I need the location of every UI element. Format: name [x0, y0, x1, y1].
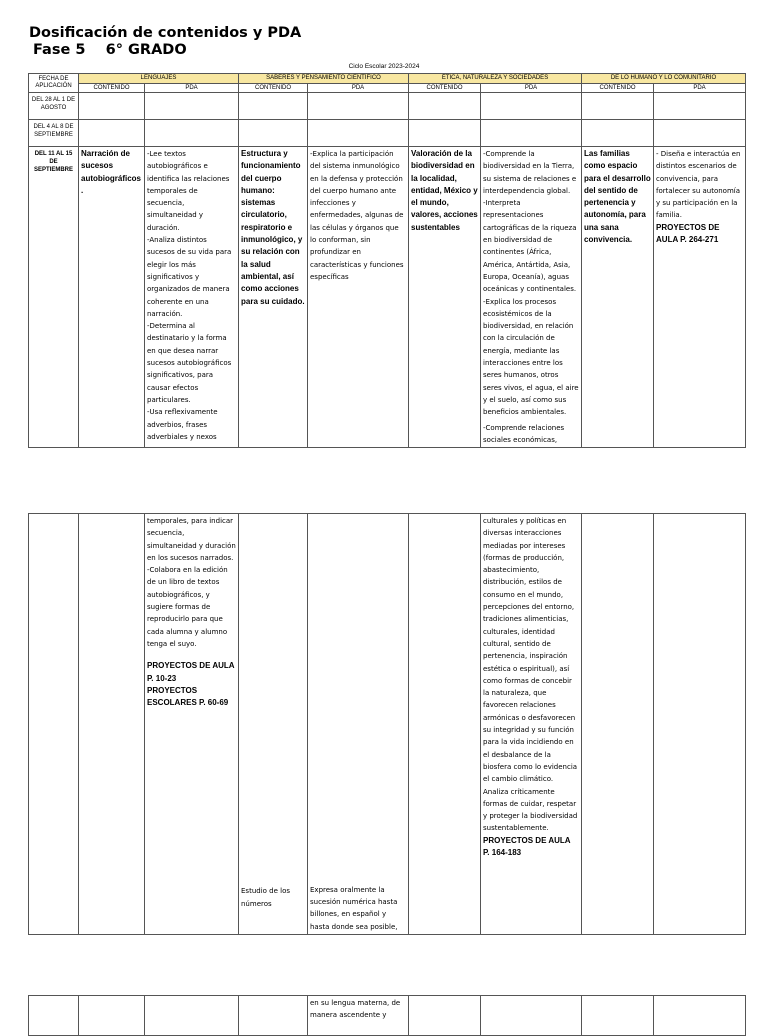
subheader-contenido: CONTENIDO [582, 84, 654, 93]
subheader-pda: PDA [654, 84, 746, 93]
etica-pda: -Comprende la biodiversidad en la Tierra, su sistema de relaciones e interdependencia global. -Interpreta representaciones cartográficas de la riqueza en biodiversidad de continentes (África, América, Antártida, Asia, Europa, Oceanía), aguas oceánicas y continentales. -Explica los procesos ecosistémicos de la biodiversidad, en relación con la circulación de energía, mediante las interacciones entre los seres humanos, otros seres vivos, el agua, el aire y el suelo, así como sus beneficios ambientales. -Comprende relaciones sociales económicas, [481, 147, 582, 448]
lenguajes-proyectos: PROYECTOS DE AULA P. 10-23 PROYECTOS ESCOLARES P. 60-69 [147, 661, 235, 708]
saberes-pda-continued: en su lengua materna, de manera ascendente y [308, 996, 409, 1036]
fecha-header: FECHA DE APLICACIÓN [29, 74, 79, 93]
saberes-contenido: Estructura y funcionamiento del cuerpo humano: sistemas circulatorio, respiratorio e inmunológico, y su relación con la salud ambiental, así como acciones para su cuidado. [239, 147, 308, 448]
lenguajes-contenido: Narración de sucesos autobiográficos. [79, 147, 145, 448]
subheader-pda: PDA [308, 84, 409, 93]
campo-lenguajes: LENGUAJES [79, 74, 239, 84]
lenguajes-pda-continued: temporales, para indicar secuencia, simultaneidad y duración en los sucesos narrados. -Colabora en la edición de un libro de textos autobiográficos, y sugiere formas de reproducirlo para que cada alumna y alumno tenga el suyo. PROYECTOS DE AULA P. 10-23 PROYECTOS ESCOLARES P. 60-69 [145, 514, 239, 935]
document-title: Dosificación de contenidos y PDA [29, 25, 302, 41]
school-cycle: Ciclo Escolar 2023-2024 [348, 63, 420, 70]
subheader-pda: PDA [145, 84, 239, 93]
dosificacion-table-page-3 [28, 995, 746, 1036]
dosificacion-table-page-2 [28, 513, 746, 935]
saberes-contenido-continued: Estudio de los números [239, 514, 308, 935]
humano-contenido: Las familias como espacio para el desarrollo del sentido de pertenencia y autonomía, para una sana convivencia. [582, 147, 654, 448]
etica-proyectos: PROYECTOS DE AULA P. 164-183 [483, 835, 571, 858]
campo-etica: ÉTICA, NATURALEZA Y SOCIEDADES [409, 74, 582, 84]
phase-grade-line: Fase 5 6° GRADO [33, 42, 187, 58]
etica-pda-continued: culturales y políticas en diversas interacciones mediadas por intereses (formas de producción, abastecimiento, distribución, estilos de consumo en el mundo, percepciones del entorno, tradiciones alimenticias, culturales, identidad cultural, sentido de pertenencia, inspiración estética o espiritual), así como formas de concebir la naturaleza, que favorecen relaciones armónicas o desfavorecen su integridad y su función para la vida incidiendo en el desbalance de la biosfera como lo evidencia el cambio climático. Analiza críticamente formas de cuidar, respetar y proteger la biodiversidad sustentablemente. PROYECTOS DE AULA P. 164-183 [481, 514, 582, 935]
date-cell: DEL 28 AL 1 DE AGOSTO [29, 93, 79, 120]
subheader-contenido: CONTENIDO [409, 84, 481, 93]
lenguajes-pda: -Lee textos autobiográficos e identifica las relaciones temporales de secuencia, simultaneidad y duración. -Analiza distintos sucesos de su vida para elegir los más significativos y organizados de manera coherente en una narración. -Determina al destinatario y la forma en que desea narrar sucesos autobiográficos significativos, para causar efectos particulares. -Usa reflexivamente adverbios, frases adverbiales y nexos [145, 147, 239, 448]
subheader-contenido: CONTENIDO [239, 84, 308, 93]
humano-pda: - Diseña e interactúa en distintos escenarios de convivencia, para fortalecer su autonomía y su participación en la familia. PROYECTOS DE AULA P. 264-271 [654, 147, 746, 448]
date-cell: DEL 11 AL 15 DE SEPTIEMBRE [29, 147, 79, 448]
dosificacion-table-page-1 [28, 73, 746, 448]
saberes-pda-continued: Expresa oralmente la sucesión numérica hasta billones, en español y hasta donde sea posible, [308, 514, 409, 935]
humano-proyectos: PROYECTOS DE AULA P. 264-271 [656, 222, 720, 245]
subheader-contenido: CONTENIDO [79, 84, 145, 93]
etica-contenido: Valoración de la biodiversidad en la localidad, entidad, México y el mundo, valores, acciones sustentables [409, 147, 481, 448]
saberes-pda: -Explica la participación del sistema inmunológico en la defensa y protección del cuerpo humano ante infecciones y enfermedades, algunas de las células y órganos que lo conforman, sin profundizar en características y funciones específicas [308, 147, 409, 448]
campo-saberes: SABERES Y PENSAMIENTO CIENTÍFICO [239, 74, 409, 84]
date-cell: DEL 4 AL 8 DE SEPTIEMBRE [29, 120, 79, 147]
subheader-pda: PDA [481, 84, 582, 93]
campo-humano: DE LO HUMANO Y LO COMUNITARIO [582, 74, 746, 84]
